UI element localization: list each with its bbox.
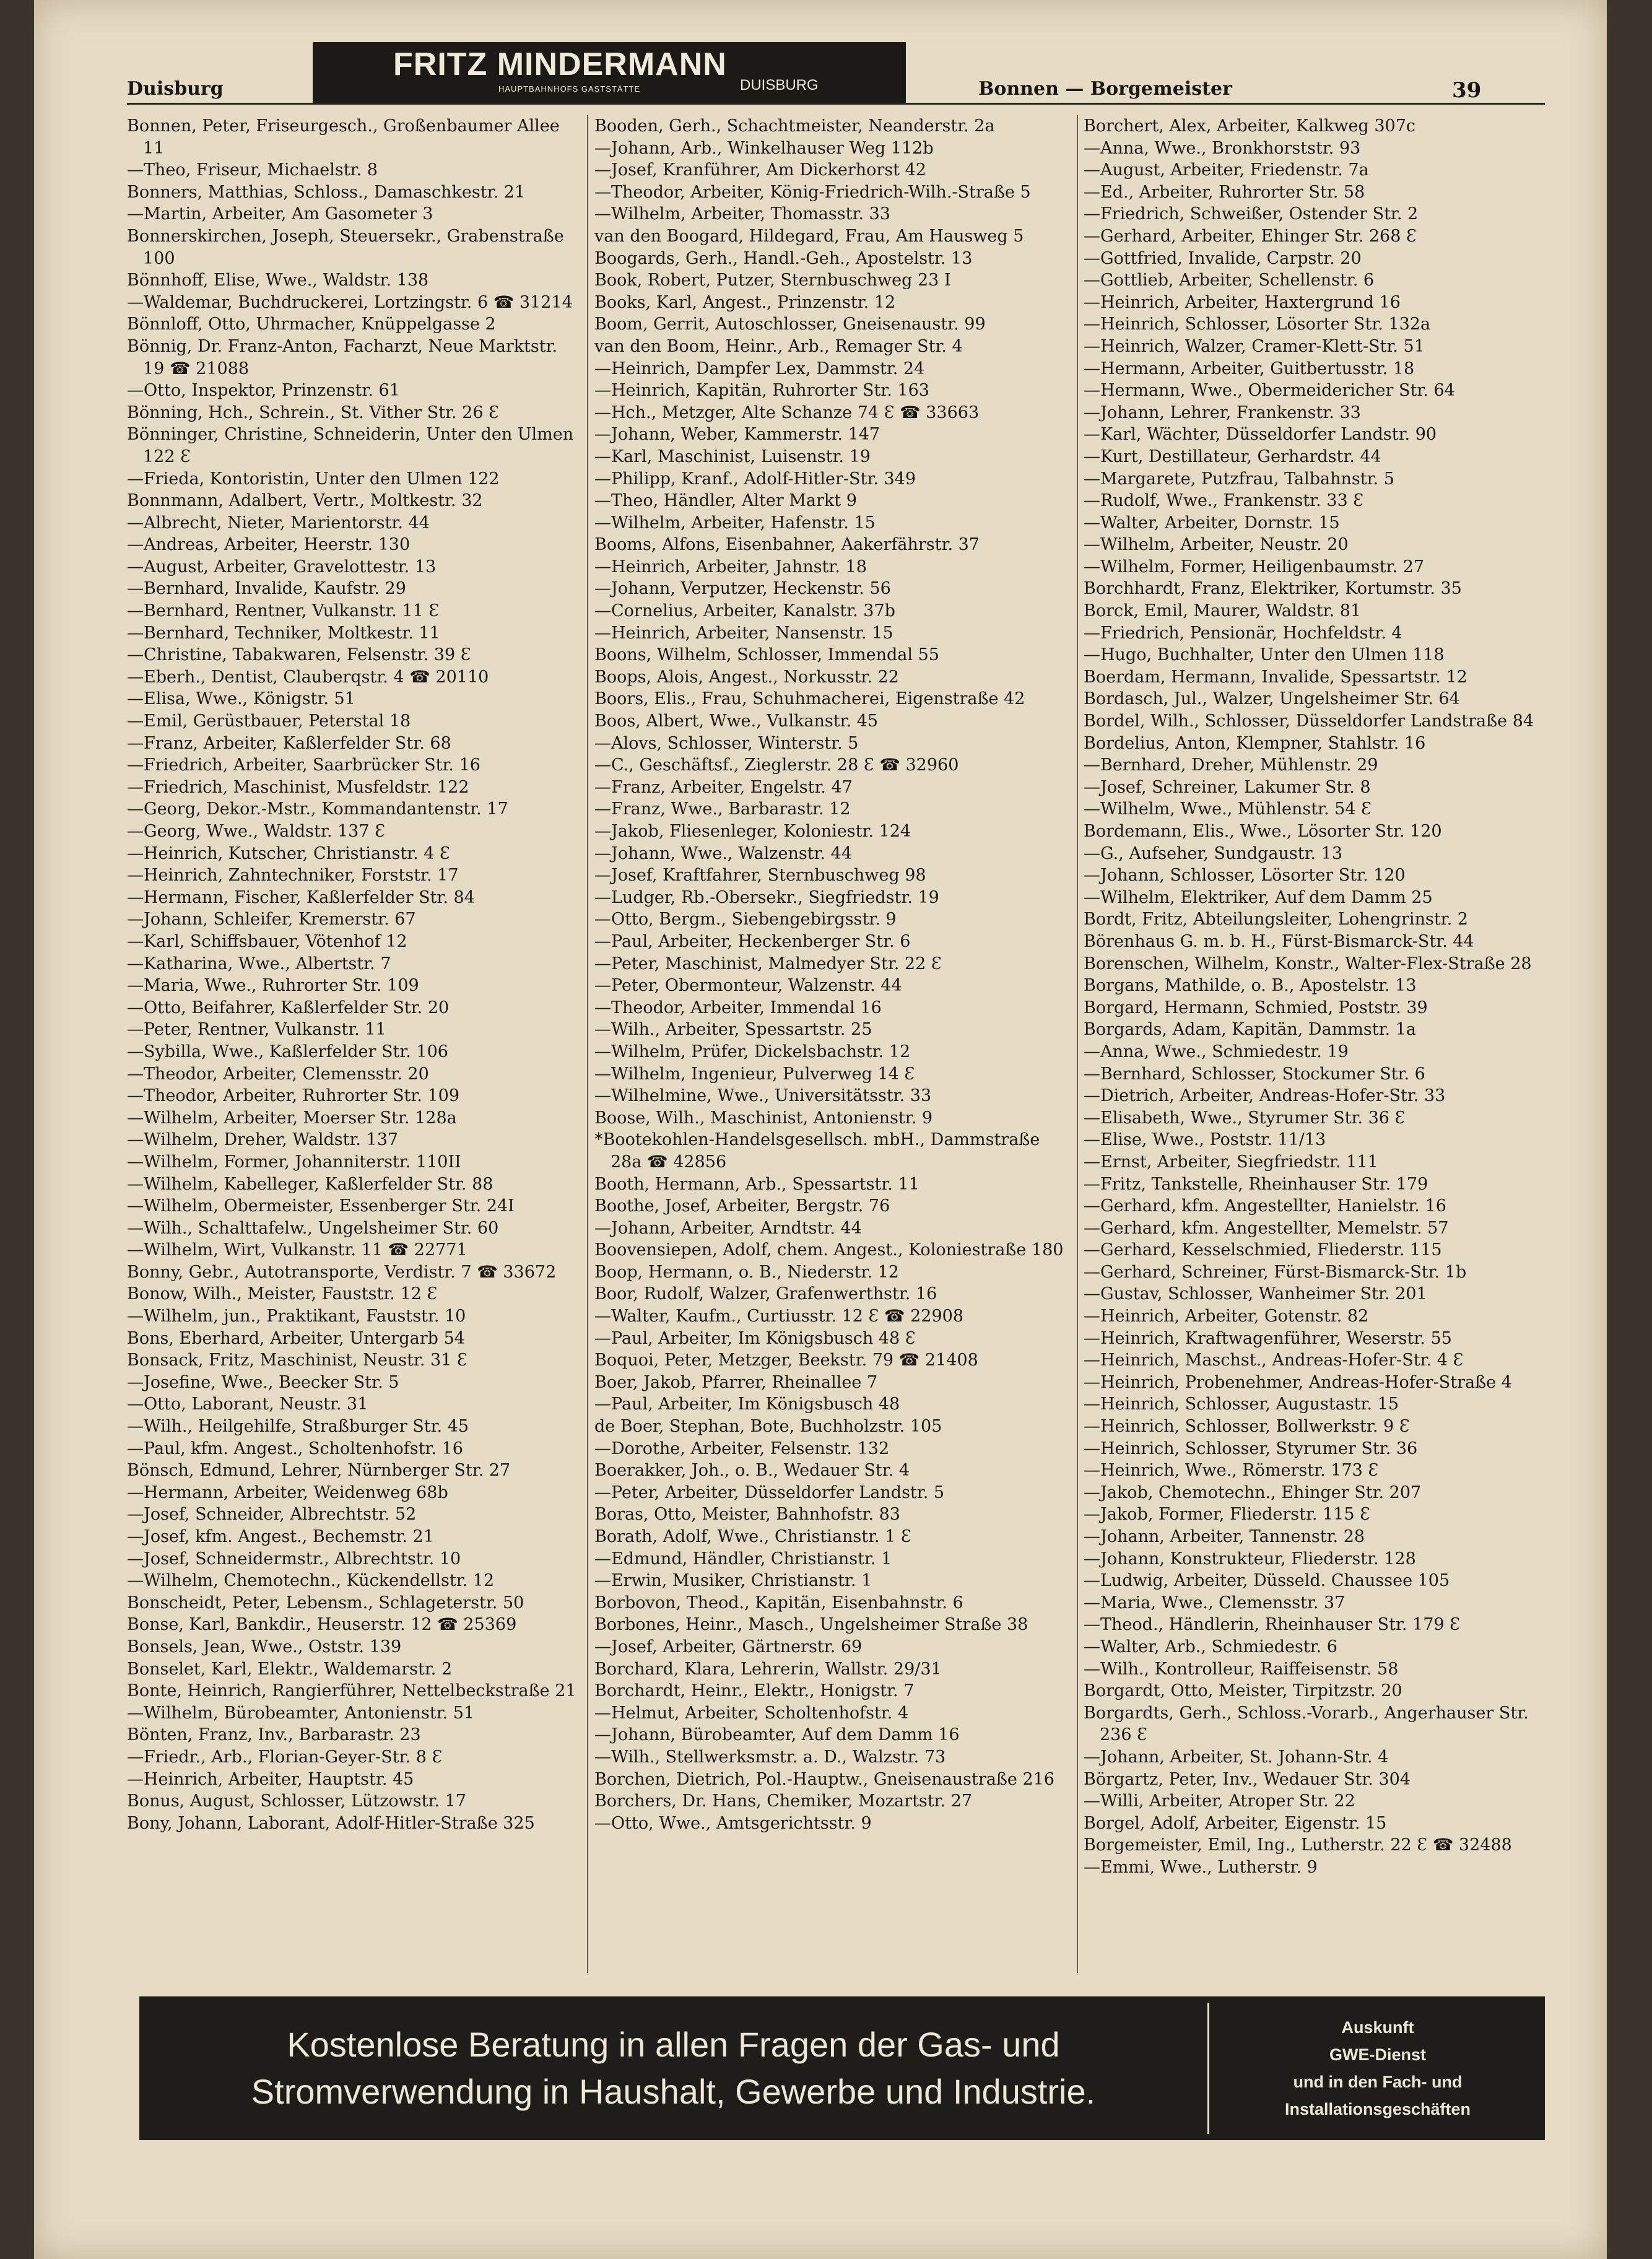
directory-entry: —Bernhard, Dreher, Mühlenstr. 29: [1084, 755, 1378, 775]
directory-entry: Bonse, Karl, Bankdir., Heuserstr. 12 ☎ 25369: [127, 1615, 517, 1635]
directory-entry: —Bernhard, Schlosser, Stockumer Str. 6: [1084, 1064, 1425, 1084]
directory-entry: —Wilhelmine, Wwe., Universitätsstr. 33: [594, 1086, 932, 1106]
directory-entry: —Heinrich, Walzer, Cramer-Klett-Str. 51: [1084, 336, 1425, 356]
directory-entry: —Wilhelm, Wwe., Mühlenstr. 54 Ɛ: [1084, 799, 1372, 819]
directory-entry: Borchardt, Heinr., Elektr., Honigstr. 7: [594, 1681, 915, 1701]
directory-entry: Borgel, Adolf, Arbeiter, Eigenstr. 15: [1084, 1813, 1387, 1833]
directory-entry: Bonscheidt, Peter, Lebensm., Schlageterstr. 50: [127, 1593, 524, 1613]
directory-entry: —Andreas, Arbeiter, Heerstr. 130: [127, 535, 411, 555]
directory-entry: Bonsels, Jean, Wwe., Oststr. 139: [127, 1637, 402, 1656]
directory-entry: —Katharina, Wwe., Albertstr. 7: [127, 954, 391, 973]
directory-entry: —Anna, Wwe., Bronkhorststr. 93: [1084, 138, 1361, 158]
directory-entry: —Wilhelm, Dreher, Waldstr. 137: [127, 1130, 399, 1150]
directory-entry: —Josef, Schreiner, Lakumer Str. 8: [1084, 777, 1371, 797]
directory-entry: —Bernhard, Techniker, Moltkestr. 11: [127, 623, 440, 643]
directory-entry: —Gottlieb, Arbeiter, Schellenstr. 6: [1084, 271, 1375, 290]
directory-entry: Bönnhoff, Elise, Wwe., Waldstr. 138: [127, 271, 429, 290]
footer-ad-message: [139, 1996, 1207, 2140]
directory-entry: Booms, Alfons, Eisenbahner, Aakerfährstr. 37: [594, 535, 980, 555]
directory-entry: Boose, Wilh., Maschinist, Antonienstr. 9: [594, 1108, 933, 1128]
directory-entry: Bordelius, Anton, Klempner, Stahlstr. 16: [1084, 733, 1426, 753]
directory-entry: Börgartz, Peter, Inv., Wedauer Str. 304: [1084, 1769, 1411, 1789]
directory-entry: —Helmut, Arbeiter, Scholtenhofstr. 4: [594, 1703, 909, 1723]
directory-entry: —Karl, Wächter, Düsseldorfer Landstr. 90: [1084, 425, 1437, 445]
directory-entry: —Ludwig, Arbeiter, Düsseld. Chaussee 105: [1084, 1571, 1450, 1591]
directory-entry: Bordemann, Elis., Wwe., Lösorter Str. 120: [1084, 822, 1442, 841]
directory-entry: Borgans, Mathilde, o. B., Apostelstr. 13: [1084, 976, 1417, 996]
directory-entry: Borenschen, Wilhelm, Konstr., Walter-Flex-Straße 28: [1084, 954, 1532, 973]
directory-entry: —Theo, Händler, Alter Markt 9: [594, 491, 857, 511]
footer-ad-line-1: Kostenlose Beratung in allen Fragen der Gas- und: [287, 2025, 1060, 2064]
directory-entry: —Franz, Wwe., Barbarastr. 12: [594, 799, 851, 819]
directory-entry: —Johann, Schleifer, Kremerstr. 67: [127, 910, 416, 929]
directory-entry: —Franz, Arbeiter, Kaßlerfelder Str. 68: [127, 733, 451, 753]
directory-entry: —Edmund, Händler, Christianstr. 1: [594, 1549, 892, 1569]
directory-entry: —Heinrich, Schlosser, Lösorter Str. 132a: [1084, 315, 1431, 334]
directory-entry: —Paul, Arbeiter, Heckenberger Str. 6: [594, 931, 911, 951]
directory-entry: —Friedrich, Pensionär, Hochfeldstr. 4: [1084, 623, 1402, 643]
directory-entry: —Fritz, Tankstelle, Rheinhauser Str. 179: [1084, 1174, 1428, 1194]
directory-entry: —Johann, Arbeiter, Tannenstr. 28: [1084, 1527, 1365, 1546]
directory-entry: Bonus, August, Schlosser, Lützowstr. 17: [127, 1791, 466, 1811]
directory-entry: —Frieda, Kontoristin, Unter den Ulmen 122: [127, 469, 500, 489]
directory-entry: —Anna, Wwe., Schmiedestr. 19: [1084, 1042, 1349, 1061]
directory-entry: de Boer, Stephan, Bote, Buchholzstr. 105: [594, 1417, 942, 1437]
directory-entry: Booden, Gerh., Schachtmeister, Neanderstr. 2a: [594, 116, 995, 136]
directory-entry: Bonselet, Karl, Elektr., Waldemarstr. 2: [127, 1659, 453, 1679]
directory-entry: —Otto, Laborant, Neustr. 31: [127, 1395, 368, 1414]
directory-entry: Borchers, Dr. Hans, Chemiker, Mozartstr. 27: [594, 1791, 973, 1811]
directory-entry: —Margarete, Putzfrau, Talbahnstr. 5: [1084, 469, 1394, 489]
directory-entry: —Theodor, Arbeiter, Clemensstr. 20: [127, 1064, 429, 1084]
directory-entry: Borgards, Adam, Kapitän, Dammstr. 1a: [1084, 1020, 1416, 1040]
directory-entry: —Dorothe, Arbeiter, Felsenstr. 132: [594, 1439, 890, 1458]
directory-entry: Books, Karl, Angest., Prinzenstr. 12: [594, 292, 896, 312]
directory-entry: —Elisa, Wwe., Königstr. 51: [127, 689, 355, 709]
directory-entry: *Bootekohlen-Handelsgesellsch. mbH., Dammstraße 28a ☎ 42856: [594, 1130, 1040, 1172]
directory-entry: —Wilhelm, Elektriker, Auf dem Damm 25: [1084, 887, 1433, 907]
column-3: [1084, 115, 1545, 1973]
directory-entry: —Johann, Lehrer, Frankenstr. 33: [1084, 403, 1361, 422]
directory-entry: Borchhardt, Franz, Elektriker, Kortumstr. 35: [1084, 579, 1462, 599]
directory-entry: —Karl, Maschinist, Luisenstr. 19: [594, 446, 871, 466]
directory-entry: Borchen, Dietrich, Pol.-Hauptw., Gneisenaustraße 216: [594, 1769, 1054, 1789]
directory-entry: Borgard, Hermann, Schmied, Poststr. 39: [1084, 998, 1428, 1017]
directory-entry: —Heinrich, Maschst., Andreas-Hofer-Str. 4 Ɛ: [1084, 1351, 1464, 1370]
directory-entry: Bordt, Fritz, Abteilungsleiter, Lohengrinstr. 2: [1084, 910, 1468, 929]
directory-entry: —C., Geschäftsf., Zieglerstr. 28 Ɛ ☎ 32960: [594, 755, 959, 775]
directory-entry: —Theod., Händlerin, Rheinhauser Str. 179 Ɛ: [1084, 1615, 1461, 1635]
directory-entry: —Heinrich, Kapitän, Ruhrorter Str. 163: [594, 381, 929, 401]
directory-entry: —Heinrich, Schlosser, Bollwerkstr. 9 Ɛ: [1084, 1417, 1410, 1437]
directory-entry: Boogards, Gerh., Handl.-Geh., Apostelstr. 13: [594, 248, 973, 268]
directory-entry: —Wilhelm, Kabelleger, Kaßlerfelder Str. 88: [127, 1174, 493, 1194]
directory-entry: —Wilhelm, jun., Praktikant, Fauststr. 10: [127, 1307, 466, 1326]
directory-entry: —Wilhelm, Former, Johanniterstr. 110II: [127, 1152, 461, 1172]
directory-entry: —Wilh., Stellwerksmstr. a. D., Walzstr. 73: [594, 1747, 946, 1767]
directory-entry: —Bernhard, Rentner, Vulkanstr. 11 Ɛ: [127, 601, 440, 621]
directory-entry: —Wilhelm, Wirt, Vulkanstr. 11 ☎ 22771: [127, 1240, 467, 1260]
directory-entry: —Christine, Tabakwaren, Felsenstr. 39 Ɛ: [127, 645, 471, 665]
directory-entry: —Gerhard, Kesselschmied, Fliederstr. 115: [1084, 1240, 1442, 1260]
directory-entry: —Heinrich, Schlosser, Augustastr. 15: [1084, 1395, 1399, 1414]
directory-entry: Boons, Wilhelm, Schlosser, Immendal 55: [594, 645, 939, 665]
directory-entry: Boras, Otto, Meister, Bahnhofstr. 83: [594, 1505, 900, 1525]
directory-entry: —Paul, Arbeiter, Im Königsbusch 48: [594, 1395, 900, 1414]
directory-entry: Bonte, Heinrich, Rangierführer, Nettelbeckstraße 21: [127, 1681, 576, 1701]
directory-entry: —Paul, kfm. Angest., Scholtenhofstr. 16: [127, 1439, 463, 1458]
directory-entry: Bony, Johann, Laborant, Adolf-Hitler-Straße 325: [127, 1813, 535, 1833]
header-advertisement: [313, 42, 906, 103]
directory-entry: —Gustav, Schlosser, Wanheimer Str. 201: [1084, 1284, 1427, 1304]
ad-subtitle: HAUPTBAHNHOFS GASTSTÄTTE: [498, 84, 641, 94]
column-divider: [1077, 115, 1078, 1973]
directory-entry: —Wilhelm, Chemotechn., Kückendellstr. 12: [127, 1571, 495, 1591]
directory-entry: —Emil, Gerüstbauer, Peterstal 18: [127, 712, 411, 731]
directory-entry: —Eberh., Dentist, Clauberqstr. 4 ☎ 20110: [127, 667, 489, 687]
directory-entry: Bonny, Gebr., Autotransporte, Verdistr. 7 ☎ 33672: [127, 1262, 557, 1282]
directory-entry: Boor, Rudolf, Walzer, Grafenwerthstr. 16: [594, 1284, 937, 1304]
directory-entry: —Josef, Schneidermstr., Albrechtstr. 10: [127, 1549, 461, 1569]
directory-entry: —Heinrich, Schlosser, Styrumer Str. 36: [1084, 1439, 1418, 1458]
directory-entry: Borbones, Heinr., Masch., Ungelsheimer Straße 38: [594, 1615, 1028, 1635]
footer-ad-line-2: Stromverwendung in Haushalt, Gewerbe und Industrie.: [251, 2072, 1096, 2111]
directory-entry: —Wilhelm, Arbeiter, Neustr. 20: [1084, 535, 1349, 555]
directory-entry: —Hugo, Buchhalter, Unter den Ulmen 118: [1084, 645, 1445, 665]
directory-entry: —Hermann, Fischer, Kaßlerfelder Str. 84: [127, 887, 475, 907]
directory-entry: —Theodor, Arbeiter, Ruhrorter Str. 109: [127, 1086, 459, 1106]
directory-entry: Bönnloff, Otto, Uhrmacher, Knüppelgasse 2: [127, 315, 496, 334]
directory-entry: —Martin, Arbeiter, Am Gasometer 3: [127, 204, 433, 224]
directory-entry: Borgardts, Gerh., Schloss.-Vorarb., Angerhauser Str. 236 Ɛ: [1084, 1703, 1529, 1745]
column-2: [594, 115, 1071, 1973]
directory-entry: —Waldemar, Buchdruckerei, Lortzingstr. 6 ☎ 31214: [127, 292, 573, 312]
directory-entry: —G., Aufseher, Sundgaustr. 13: [1084, 843, 1343, 863]
directory-entry: —Heinrich, Wwe., Römerstr. 173 Ɛ: [1084, 1461, 1379, 1481]
directory-entry: —Josef, Kranführer, Am Dickerhorst 42: [594, 160, 926, 180]
directory-entry: Bönten, Franz, Inv., Barbarastr. 23: [127, 1725, 421, 1745]
directory-entry: —Peter, Maschinist, Malmedyer Str. 22 Ɛ: [594, 954, 942, 973]
directory-entry: Booth, Hermann, Arb., Spessartstr. 11: [594, 1174, 919, 1194]
directory-entry: —Peter, Obermonteur, Walzenstr. 44: [594, 976, 902, 996]
directory-entry: Bönninger, Christine, Schneiderin, Unter den Ulmen 122 Ɛ: [127, 425, 574, 466]
directory-entry: —Heinrich, Dampfer Lex, Dammstr. 24: [594, 359, 925, 378]
directory-entry: —Rudolf, Wwe., Frankenstr. 33 Ɛ: [1084, 491, 1364, 511]
directory-entry: —Philipp, Kranf., Adolf-Hitler-Str. 349: [594, 469, 916, 489]
directory-entry: Bonsack, Fritz, Maschinist, Neustr. 31 Ɛ: [127, 1351, 467, 1370]
directory-entry: —Josefine, Wwe., Beecker Str. 5: [127, 1372, 399, 1392]
directory-entry: —Wilhelm, Arbeiter, Moerser Str. 128a: [127, 1108, 457, 1128]
directory-entry: Bönning, Hch., Schrein., St. Vither Str. 26 Ɛ: [127, 403, 499, 422]
directory-entry: —Wilh., Arbeiter, Spessartstr. 25: [594, 1020, 872, 1040]
directory-entry: van den Boogard, Hildegard, Frau, Am Hausweg 5: [594, 226, 1024, 246]
directory-entry: —Albrecht, Nieter, Marientorstr. 44: [127, 513, 430, 533]
directory-entry: —Ernst, Arbeiter, Siegfriedstr. 111: [1084, 1152, 1378, 1172]
directory-entry: —Otto, Wwe., Amtsgerichtsstr. 9: [594, 1813, 872, 1833]
directory-entry: —Heinrich, Arbeiter, Haxtergrund 16: [1084, 292, 1401, 312]
directory-entry: —Heinrich, Kraftwagenführer, Weserstr. 55: [1084, 1328, 1452, 1348]
directory-entry: Boovensiepen, Adolf, chem. Angest., Koloniestraße 180: [594, 1240, 1064, 1260]
directory-entry: —Peter, Rentner, Vulkanstr. 11: [127, 1020, 386, 1040]
directory-entry: —Peter, Arbeiter, Düsseldorfer Landstr. 5: [594, 1482, 945, 1502]
directory-entry: —Hermann, Arbeiter, Weidenweg 68b: [127, 1482, 448, 1502]
directory-entry: —Wilh., Kontrolleur, Raiffeisenstr. 58: [1084, 1659, 1399, 1679]
directory-entry: —Gottfried, Invalide, Carpstr. 20: [1084, 248, 1362, 268]
directory-entry: Bordel, Wilh., Schlosser, Düsseldorfer Landstraße 84: [1084, 712, 1534, 731]
directory-entry: —Otto, Bergm., Siebengebirgsstr. 9: [594, 910, 897, 929]
directory-entry: Boerakker, Joh., o. B., Wedauer Str. 4: [594, 1461, 910, 1481]
directory-entry: —Wilhelm, Arbeiter, Hafenstr. 15: [594, 513, 876, 533]
directory-entry: Boothe, Josef, Arbeiter, Bergstr. 76: [594, 1196, 890, 1216]
footer-ad-contact: [1217, 1996, 1539, 2140]
directory-entry: —Theodor, Arbeiter, Immendal 16: [594, 998, 882, 1017]
directory-entry: —Friedrich, Arbeiter, Saarbrücker Str. 16: [127, 755, 480, 775]
directory-entry: —Johann, Bürobeamter, Auf dem Damm 16: [594, 1725, 960, 1745]
directory-entry: Bonnmann, Adalbert, Vertr., Moltkestr. 32: [127, 491, 483, 511]
directory-entry: —Elise, Wwe., Poststr. 11/13: [1084, 1130, 1326, 1150]
directory-entry: —Heinrich, Probenehmer, Andreas-Hofer-Straße 4: [1084, 1372, 1512, 1392]
page-number: 39: [1452, 78, 1482, 103]
directory-entry: —Josef, Kraftfahrer, Sternbuschweg 98: [594, 866, 926, 886]
directory-entry: —Wilhelm, Obermeister, Essenberger Str. 24I: [127, 1196, 515, 1216]
directory-entry: —Gerhard, kfm. Angestellter, Hanielstr. 16: [1084, 1196, 1446, 1216]
directory-entry: Boos, Albert, Wwe., Vulkanstr. 45: [594, 712, 879, 731]
directory-entry: Book, Robert, Putzer, Sternbuschweg 23 I: [594, 271, 951, 290]
footer-ad-side-3: und in den Fach- und: [1293, 2073, 1463, 2091]
directory-entry: —Heinrich, Zahntechniker, Forststr. 17: [127, 866, 459, 886]
directory-entry: Boop, Hermann, o. B., Niederstr. 12: [594, 1262, 899, 1282]
directory-entry: Borchard, Klara, Lehrerin, Wallstr. 29/31: [594, 1659, 942, 1679]
directory-entry: —Willi, Arbeiter, Atroper Str. 22: [1084, 1791, 1355, 1811]
footer-ad-divider: [1207, 2003, 1209, 2134]
directory-entry: Bonnen, Peter, Friseurgesch., Großenbaumer Allee 11: [127, 116, 560, 158]
directory-page: [34, 0, 1607, 2259]
directory-entry: —Karl, Schiffsbauer, Vötenhof 12: [127, 931, 407, 951]
directory-entry: —Elisabeth, Wwe., Styrumer Str. 36 Ɛ: [1084, 1108, 1406, 1128]
directory-entry: —Wilh., Schalttafelw., Ungelsheimer Str. 60: [127, 1218, 499, 1238]
directory-entry: —Emmi, Wwe., Lutherstr. 9: [1084, 1857, 1318, 1877]
directory-entry: —Walter, Arb., Schmiedestr. 6: [1084, 1637, 1337, 1656]
directory-entry: van den Boom, Heinr., Arb., Remager Str. 4: [594, 336, 963, 356]
directory-entry: —Jakob, Chemotechn., Ehinger Str. 207: [1084, 1482, 1422, 1502]
directory-entry: Bönnig, Dr. Franz-Anton, Facharzt, Neue Marktstr. 19 ☎ 21088: [127, 336, 558, 378]
column-divider: [587, 115, 588, 1973]
directory-entry: —Walter, Arbeiter, Dornstr. 15: [1084, 513, 1340, 533]
directory-entry: —Ed., Arbeiter, Ruhrorter Str. 58: [1084, 182, 1365, 202]
header-range: Bonnen — Borgemeister: [978, 78, 1232, 100]
directory-entry: Bönsch, Edmund, Lehrer, Nürnberger Str. 27: [127, 1461, 511, 1481]
directory-entry: Boer, Jakob, Pfarrer, Rheinallee 7: [594, 1372, 878, 1392]
directory-entry: —Heinrich, Arbeiter, Hauptstr. 45: [127, 1769, 414, 1789]
directory-entry: Bons, Eberhard, Arbeiter, Untergarb 54: [127, 1328, 465, 1348]
directory-entry: —Josef, Arbeiter, Gärtnerstr. 69: [594, 1637, 863, 1656]
directory-entry: —Wilhelm, Bürobeamter, Antonienstr. 51: [127, 1703, 475, 1723]
directory-entry: —Johann, Schlosser, Lösorter Str. 120: [1084, 866, 1406, 886]
header-city: Duisburg: [127, 78, 224, 100]
directory-entry: —Josef, kfm. Angest., Bechemstr. 21: [127, 1527, 434, 1546]
directory-entry: —Johann, Verputzer, Heckenstr. 56: [594, 579, 891, 599]
directory-entry: —Johann, Weber, Kammerstr. 147: [594, 425, 880, 445]
ad-name: FRITZ MINDERMANN: [393, 46, 727, 82]
directory-entry: —Gerhard, kfm. Angestellter, Memelstr. 57: [1084, 1218, 1449, 1238]
directory-entry: —Heinrich, Arbeiter, Nansenstr. 15: [594, 623, 893, 643]
ad-city: DUISBURG: [740, 77, 819, 94]
directory-entry: —Alovs, Schlosser, Winterstr. 5: [594, 733, 859, 753]
directory-entry: —Heinrich, Arbeiter, Jahnstr. 18: [594, 557, 867, 577]
directory-entry: —Heinrich, Arbeiter, Gotenstr. 82: [1084, 1307, 1369, 1326]
directory-entry: Borath, Adolf, Wwe., Christianstr. 1 Ɛ: [594, 1527, 911, 1546]
directory-entry: Bonners, Matthias, Schloss., Damaschkestr. 21: [127, 182, 526, 202]
directory-entry: —Otto, Beifahrer, Kaßlerfelder Str. 20: [127, 998, 450, 1017]
footer-advertisement: [139, 1996, 1545, 2140]
directory-entry: Borgemeister, Emil, Ing., Lutherstr. 22 Ɛ ☎ 32488: [1084, 1835, 1512, 1855]
directory-entry: —Georg, Wwe., Waldstr. 137 Ɛ: [127, 822, 385, 841]
directory-entry: —Jakob, Former, Fliederstr. 115 Ɛ: [1084, 1505, 1370, 1525]
directory-entry: —August, Arbeiter, Gravelottestr. 13: [127, 557, 437, 577]
directory-entry: —Wilhelm, Arbeiter, Thomasstr. 33: [594, 204, 890, 224]
directory-entry: —Dietrich, Arbeiter, Andreas-Hofer-Str. 33: [1084, 1086, 1446, 1106]
directory-entry: —Wilhelm, Prüfer, Dickelsbachstr. 12: [594, 1042, 911, 1061]
directory-entry: —Hermann, Arbeiter, Guitbertusstr. 18: [1084, 359, 1415, 378]
directory-entry: Boerdam, Hermann, Invalide, Spessartstr. 12: [1084, 667, 1467, 687]
directory-entry: —Heinrich, Kutscher, Christianstr. 4 Ɛ: [127, 843, 450, 863]
directory-entry: —Maria, Wwe., Ruhrorter Str. 109: [127, 976, 419, 996]
directory-entry: —Walter, Kaufm., Curtiusstr. 12 Ɛ ☎ 22908: [594, 1307, 964, 1326]
directory-entry: —Erwin, Musiker, Christianstr. 1: [594, 1571, 872, 1591]
directory-entry: —Friedrich, Schweißer, Ostender Str. 2: [1084, 204, 1419, 224]
directory-entry: —Ludger, Rb.-Obersekr., Siegfriedstr. 19: [594, 887, 939, 907]
directory-entry: —Theodor, Arbeiter, König-Friedrich-Wilh.-Straße 5: [594, 182, 1031, 202]
directory-entry: —Gerhard, Schreiner, Fürst-Bismarck-Str. 1b: [1084, 1262, 1467, 1282]
column-1: [127, 115, 582, 1973]
directory-entry: Boops, Alois, Angest., Norkusstr. 22: [594, 667, 899, 687]
directory-entry: Börenhaus G. m. b. H., Fürst-Bismarck-Str. 44: [1084, 931, 1474, 951]
footer-ad-side-4: Installationsgeschäften: [1284, 2100, 1471, 2118]
directory-entry: —Wilhelm, Ingenieur, Pulverweg 14 Ɛ: [594, 1064, 915, 1084]
directory-entry: —August, Arbeiter, Friedenstr. 7a: [1084, 160, 1369, 180]
directory-entry: —Johann, Wwe., Walzenstr. 44: [594, 843, 852, 863]
directory-entry: Boors, Elis., Frau, Schuhmacherei, Eigenstraße 42: [594, 689, 1025, 709]
directory-entry: —Maria, Wwe., Clemensstr. 37: [1084, 1593, 1346, 1613]
directory-entry: Borck, Emil, Maurer, Waldstr. 81: [1084, 601, 1362, 621]
directory-entry: —Friedr., Arb., Florian-Geyer-Str. 8 Ɛ: [127, 1747, 443, 1767]
directory-entry: —Johann, Konstrukteur, Fliederstr. 128: [1084, 1549, 1416, 1569]
directory-entry: —Johann, Arb., Winkelhauser Weg 112b: [594, 138, 934, 158]
directory-entry: —Otto, Inspektor, Prinzenstr. 61: [127, 381, 400, 401]
directory-entry: —Jakob, Fliesenleger, Koloniestr. 124: [594, 822, 911, 841]
directory-entry: Bonnerskirchen, Joseph, Steuersekr., Grabenstraße 100: [127, 226, 564, 268]
directory-entry: —Georg, Dekor.-Mstr., Kommandantenstr. 17: [127, 799, 508, 819]
directory-entry: Bonow, Wilh., Meister, Fauststr. 12 Ɛ: [127, 1284, 438, 1304]
footer-ad-side-1: Auskunft: [1341, 2018, 1414, 2037]
directory-entry: —Johann, Arbeiter, Arndtstr. 44: [594, 1218, 862, 1238]
directory-entry: —Theo, Friseur, Michaelstr. 8: [127, 160, 378, 180]
directory-entry: —Wilh., Heilgehilfe, Straßburger Str. 45: [127, 1417, 469, 1437]
directory-entry: Borbovon, Theod., Kapitän, Eisenbahnstr. 6: [594, 1593, 963, 1613]
directory-entry: —Josef, Schneider, Albrechtstr. 52: [127, 1505, 417, 1525]
directory-entry: —Bernhard, Invalide, Kaufstr. 29: [127, 579, 406, 599]
header-rule: [127, 103, 1545, 105]
directory-entry: —Franz, Arbeiter, Engelstr. 47: [594, 777, 853, 797]
directory-entry: —Johann, Arbeiter, St. Johann-Str. 4: [1084, 1747, 1389, 1767]
directory-entry: —Hermann, Wwe., Obermeidericher Str. 64: [1084, 381, 1455, 401]
directory-entry: Bordasch, Jul., Walzer, Ungelsheimer Str. 64: [1084, 689, 1460, 709]
footer-ad-side-2: GWE-Dienst: [1329, 2045, 1426, 2064]
directory-entry: —Kurt, Destillateur, Gerhardstr. 44: [1084, 446, 1381, 466]
directory-entry: —Sybilla, Wwe., Kaßlerfelder Str. 106: [127, 1042, 448, 1061]
directory-entry: —Wilhelm, Former, Heiligenbaumstr. 27: [1084, 557, 1425, 577]
directory-entry: —Hch., Metzger, Alte Schanze 74 Ɛ ☎ 33663: [594, 403, 980, 422]
directory-entry: —Friedrich, Maschinist, Musfeldstr. 122: [127, 777, 469, 797]
directory-entry: Boom, Gerrit, Autoschlosser, Gneisenaustr. 99: [594, 315, 986, 334]
directory-entry: Boquoi, Peter, Metzger, Beekstr. 79 ☎ 21408: [594, 1351, 978, 1370]
directory-entry: —Paul, Arbeiter, Im Königsbusch 48 Ɛ: [594, 1328, 916, 1348]
directory-entry: Borchert, Alex, Arbeiter, Kalkweg 307c: [1084, 116, 1416, 136]
directory-entry: —Cornelius, Arbeiter, Kanalstr. 37b: [594, 601, 895, 621]
directory-entry: Borgardt, Otto, Meister, Tirpitzstr. 20: [1084, 1681, 1402, 1701]
directory-entry: —Gerhard, Arbeiter, Ehinger Str. 268 Ɛ: [1084, 226, 1417, 246]
